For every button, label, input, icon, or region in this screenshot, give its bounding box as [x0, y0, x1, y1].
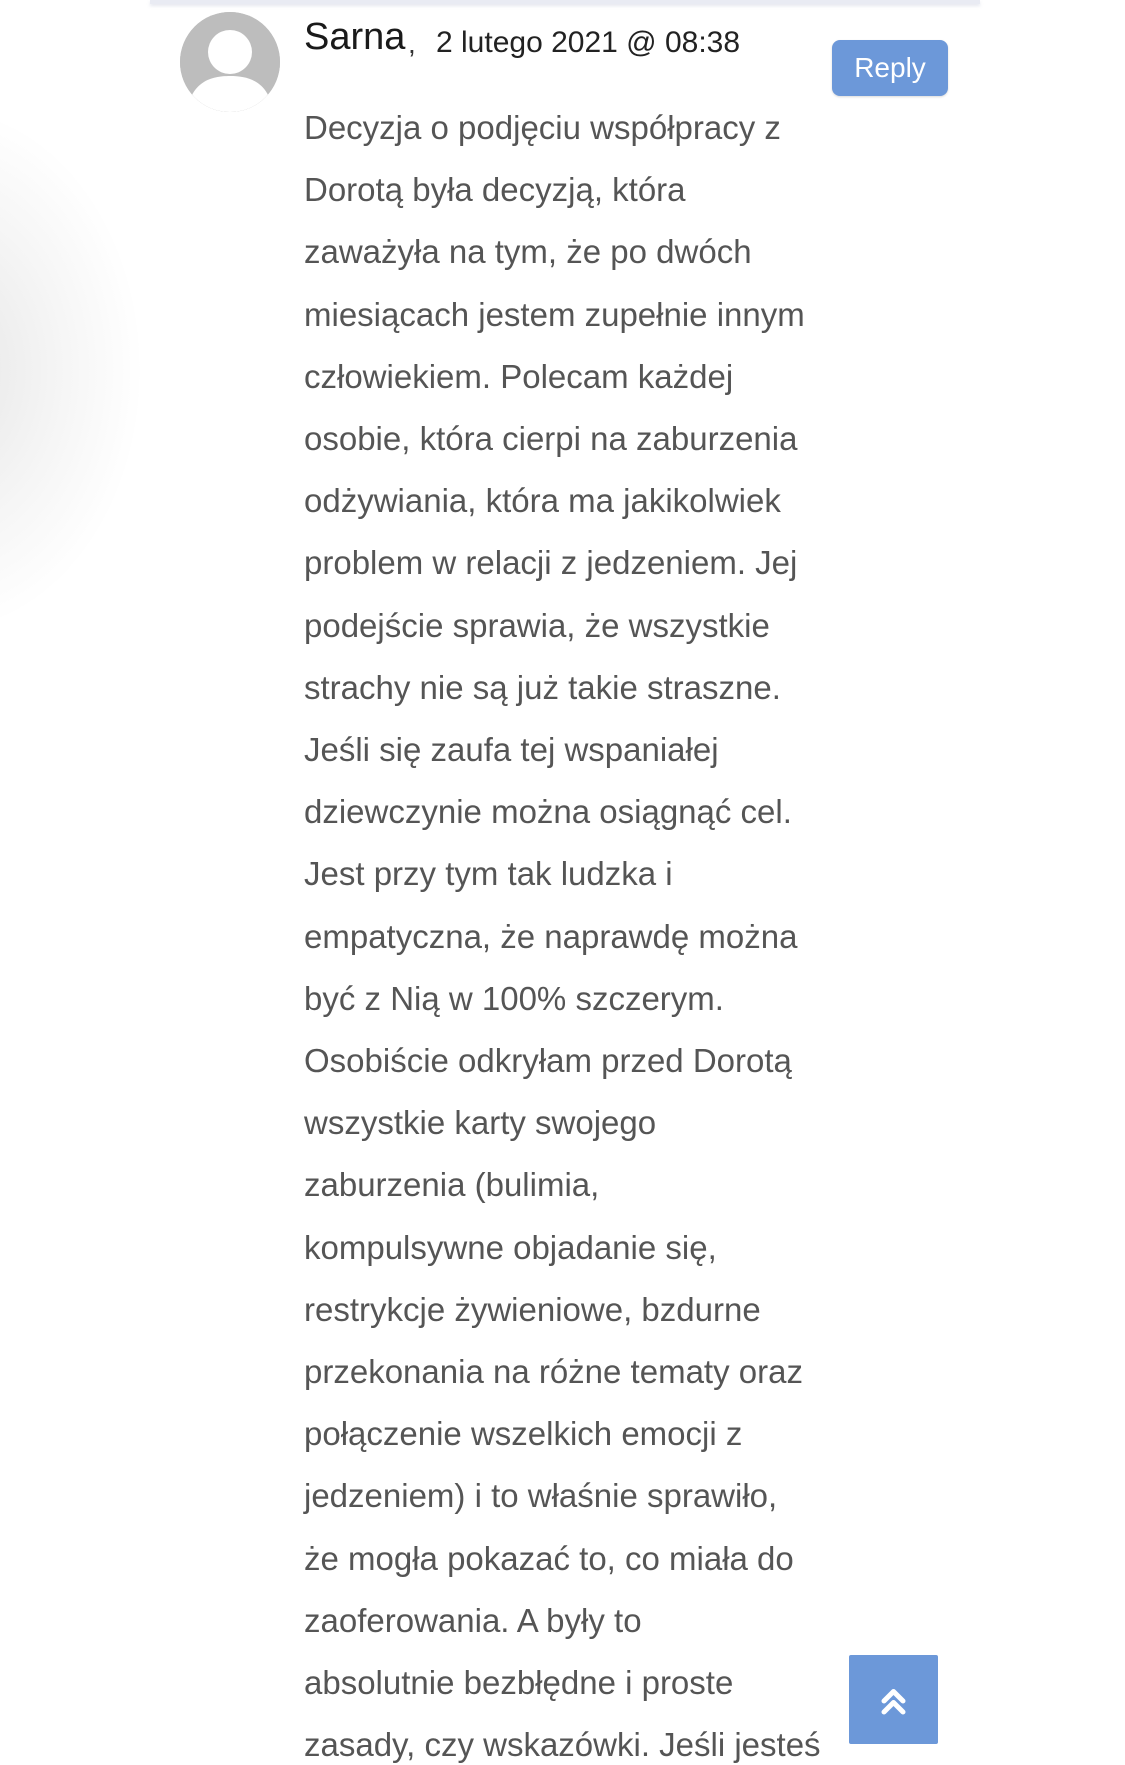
scroll-to-top-button[interactable] — [849, 1655, 938, 1744]
side-shadow — [0, 110, 140, 630]
avatar — [180, 12, 280, 112]
double-chevron-up-icon — [849, 1655, 938, 1744]
reply-button[interactable]: Reply — [832, 40, 948, 96]
comment-card — [150, 0, 980, 1765]
comment-text: Decyzja o podjęciu współpracy z Dorotą była decyzją, która zaważyła na tym, że po dwóch miesiącach jestem zupełnie innym człowiekiem. Polecam każdej osobie, która cierpi na zaburzenia odżywiania, która ma jakikolwiek problem w relacji z jedzeniem. Jej podejście sprawia, że wszystkie strachy nie są już takie straszne. Jeśli się zaufa tej wspaniałej dziewczynie można osiągnąć cel. Jest przy tym tak ludzka i empatyczna, że naprawdę można być z Nią w 100% szczerym. Osobiście odkryłam przed Dorotą wszystkie karty swojego zaburzenia (bulimia, kompulsywne objadanie się, restrykcje żywieniowe, bzdurne przekonania na różne tematy oraz połączenie wszelkich emocji z jedzeniem) i to właśnie sprawiło, że mogła pokazać to, co miała do zaoferowania. A były to absolutnie bezbłędne i proste zasady, czy wskazówki. Jeśli jesteś — [304, 109, 821, 1764]
default-user-avatar-icon — [180, 12, 280, 112]
comment-date[interactable]: 2 lutego 2021 @ 08:38 — [436, 26, 741, 59]
author-separator: , — [408, 28, 416, 59]
card-divider — [150, 0, 980, 4]
comment-author: Sarna — [304, 16, 406, 58]
